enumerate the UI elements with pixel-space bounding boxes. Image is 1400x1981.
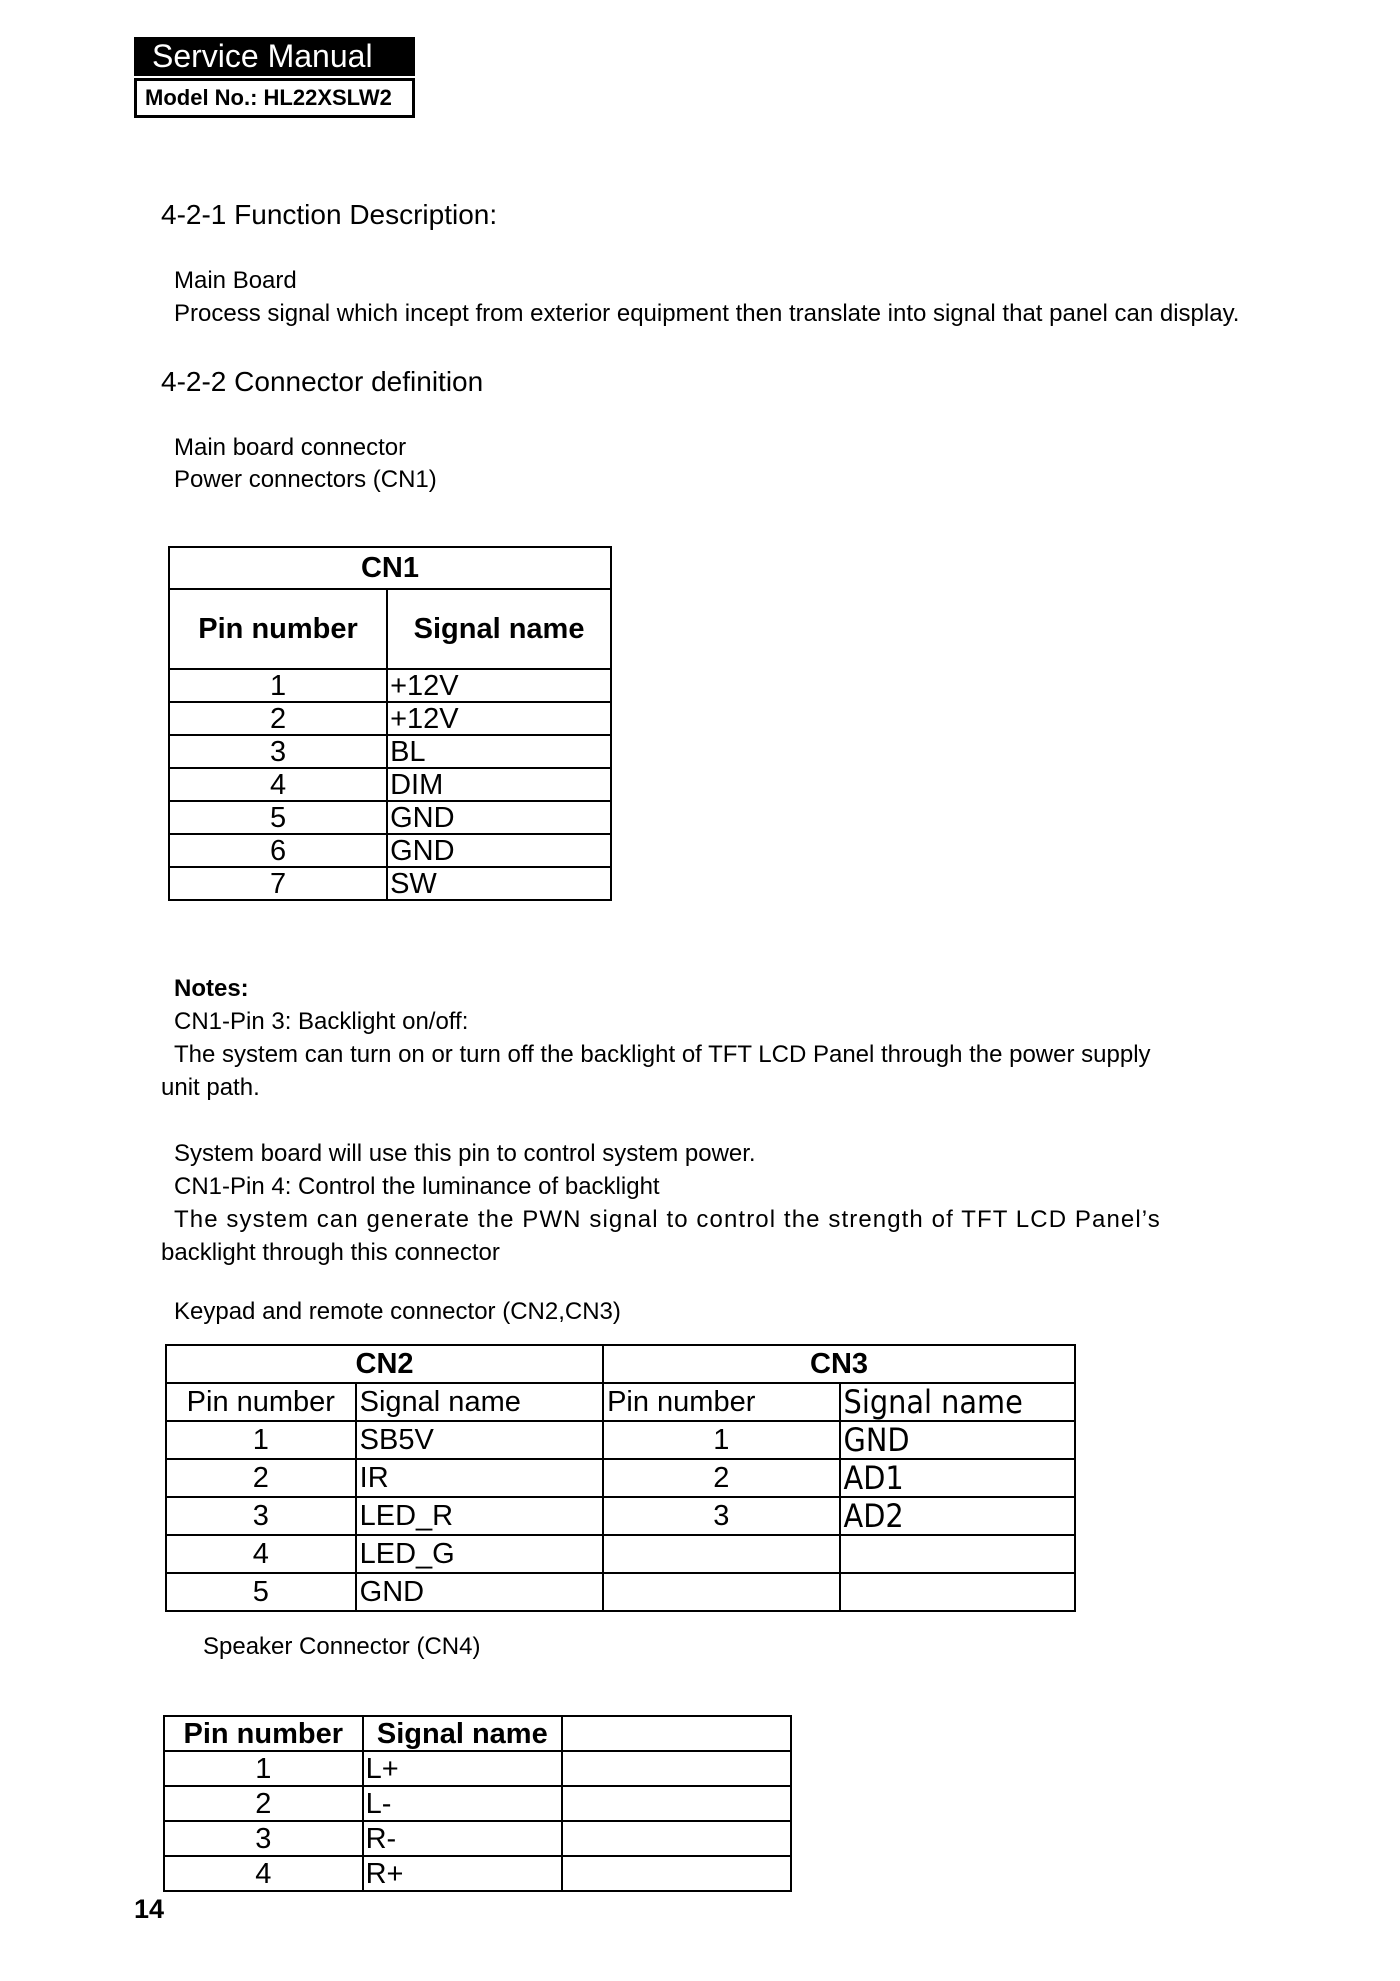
signal-cell: DIM <box>387 768 611 801</box>
cn2-col-signal: Signal name <box>356 1383 603 1421</box>
cn3-col-signal: Signal name <box>840 1383 1075 1421</box>
signal-cell <box>840 1535 1075 1573</box>
signal-cell: GND <box>356 1573 603 1611</box>
pin-cell: 1 <box>166 1421 356 1459</box>
notes-line: System board will use this pin to control system power. <box>174 1140 756 1167</box>
table-row <box>169 669 611 702</box>
notes-line: The system can turn on or turn off the backlight of TFT LCD Panel through the power supply <box>174 1041 1151 1068</box>
signal-cell: R- <box>363 1821 562 1856</box>
pin-cell: 1 <box>169 669 387 702</box>
signal-cell: GND <box>840 1421 1075 1459</box>
table-row <box>169 834 611 867</box>
table-row <box>164 1751 791 1786</box>
cn2-title: CN2 <box>166 1345 603 1383</box>
pin-cell: 4 <box>169 768 387 801</box>
pin-cell: 5 <box>169 801 387 834</box>
signal-cell: L- <box>363 1786 562 1821</box>
table-row <box>166 1497 1075 1535</box>
cn3-col-pin: Pin number <box>603 1383 839 1421</box>
pin-cell: 1 <box>603 1421 839 1459</box>
signal-cell: LED_R <box>356 1497 603 1535</box>
empty-cell <box>562 1786 791 1821</box>
main-board-connector-label: Main board connector <box>174 434 407 461</box>
section-heading-function: 4-2-1 Function Description: <box>161 199 498 230</box>
page-number: 14 <box>134 1894 165 1924</box>
table-row <box>169 702 611 735</box>
cn1-title: CN1 <box>169 547 611 589</box>
signal-cell: +12V <box>387 702 611 735</box>
signal-cell: L+ <box>363 1751 562 1786</box>
empty-cell <box>562 1751 791 1786</box>
pin-cell: 3 <box>164 1821 363 1856</box>
notes-line: The system can generate the PWN signal to control the strength of TFT LCD Panel’s <box>174 1206 1161 1233</box>
model-number: Model No.: HL22XSLW2 <box>134 78 415 118</box>
pin-cell: 6 <box>169 834 387 867</box>
table-row <box>169 867 611 900</box>
table-row <box>166 1421 1075 1459</box>
pin-cell: 1 <box>164 1751 363 1786</box>
main-board-label: Main Board <box>174 267 297 294</box>
cn2-col-pin: Pin number <box>166 1383 356 1421</box>
pin-cell <box>603 1573 839 1611</box>
cn3-title: CN3 <box>603 1345 1075 1383</box>
keypad-caption: Keypad and remote connector (CN2,CN3) <box>174 1298 621 1325</box>
signal-cell: SB5V <box>356 1421 603 1459</box>
notes-title: Notes: <box>174 975 249 1002</box>
speaker-caption: Speaker Connector (CN4) <box>203 1633 481 1660</box>
cn1-col-signal: Signal name <box>387 589 611 669</box>
notes-line: unit path. <box>161 1074 260 1101</box>
pin-cell: 2 <box>166 1459 356 1497</box>
cn4-col-pin: Pin number <box>164 1716 363 1751</box>
signal-cell <box>840 1573 1075 1611</box>
pin-cell: 5 <box>166 1573 356 1611</box>
empty-cell <box>562 1856 791 1891</box>
signal-cell: LED_G <box>356 1535 603 1573</box>
table-row <box>164 1821 791 1856</box>
table-row <box>169 735 611 768</box>
signal-cell: R+ <box>363 1856 562 1891</box>
pin-cell: 4 <box>166 1535 356 1573</box>
pin-cell: 3 <box>603 1497 839 1535</box>
empty-cell <box>562 1716 791 1751</box>
signal-cell: BL <box>387 735 611 768</box>
pin-cell: 4 <box>164 1856 363 1891</box>
table-row <box>164 1856 791 1891</box>
cn4-col-signal: Signal name <box>363 1716 562 1751</box>
table-row <box>166 1573 1075 1611</box>
table-row <box>164 1786 791 1821</box>
table-row <box>166 1459 1075 1497</box>
signal-cell: GND <box>387 834 611 867</box>
notes-line: CN1-Pin 3: Backlight on/off: <box>174 1008 469 1035</box>
pin-cell: 2 <box>169 702 387 735</box>
signal-cell: +12V <box>387 669 611 702</box>
cn2-cn3-table <box>165 1344 1076 1612</box>
empty-cell <box>562 1821 791 1856</box>
notes-line: CN1-Pin 4: Control the luminance of backlight <box>174 1173 660 1200</box>
cn4-table <box>163 1715 792 1892</box>
cn1-col-pin: Pin number <box>169 589 387 669</box>
signal-cell: GND <box>387 801 611 834</box>
pin-cell: 2 <box>603 1459 839 1497</box>
main-board-description: Process signal which incept from exterior equipment then translate into signal that panel can display. <box>174 300 1240 327</box>
table-row <box>169 768 611 801</box>
power-connectors-label: Power connectors (CN1) <box>174 466 437 493</box>
signal-cell: IR <box>356 1459 603 1497</box>
signal-cell: AD1 <box>840 1459 1075 1497</box>
signal-cell: SW <box>387 867 611 900</box>
notes-line: backlight through this connector <box>161 1239 500 1266</box>
pin-cell: 7 <box>169 867 387 900</box>
manual-title: Service Manual <box>134 37 415 76</box>
table-row <box>169 801 611 834</box>
signal-cell: AD2 <box>840 1497 1075 1535</box>
pin-cell: 3 <box>169 735 387 768</box>
pin-cell: 3 <box>166 1497 356 1535</box>
pin-cell: 2 <box>164 1786 363 1821</box>
pin-cell <box>603 1535 839 1573</box>
section-heading-connector: 4-2-2 Connector definition <box>161 366 484 397</box>
table-row <box>166 1535 1075 1573</box>
cn1-table <box>168 546 612 901</box>
